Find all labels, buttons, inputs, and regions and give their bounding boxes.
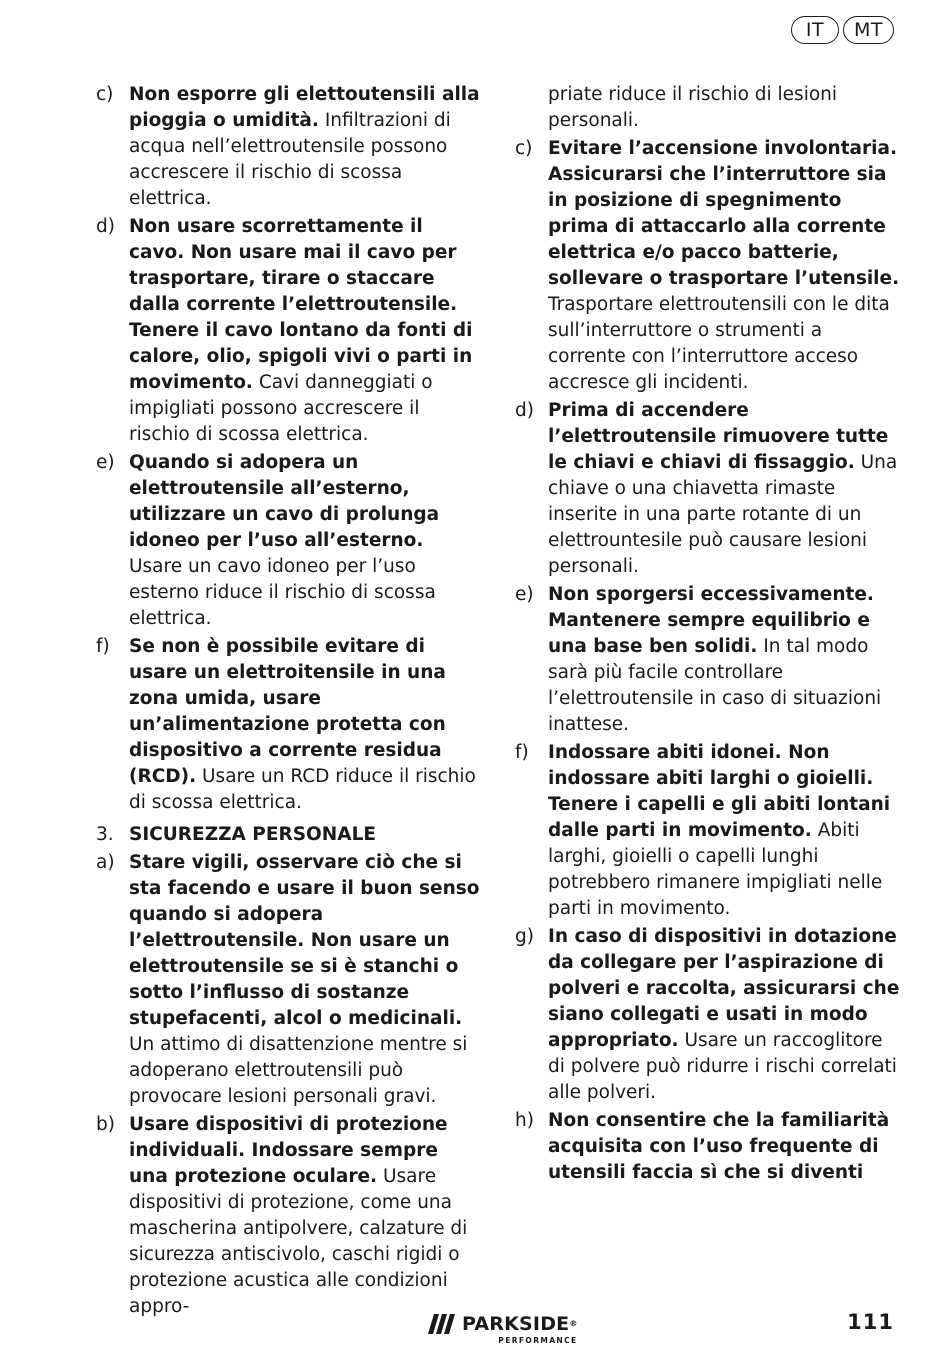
list-item-marker: d): [515, 400, 534, 421]
list-item-text: Una chiave o una chiavetta rimaste inserite in una parte rotante di un elettrountesile può causare lesioni personali.: [548, 452, 898, 577]
page-footer: [0, 1310, 950, 1350]
list-item-text: Trasportare elettroutensili con le dita sull’interruttore o strumenti a corrente con l’interruttore acceso accresce gli incidenti.: [548, 294, 890, 393]
list-item: [515, 136, 900, 396]
list-item: [515, 924, 900, 1106]
list-item-marker: f): [515, 742, 529, 763]
list-item: [515, 1108, 900, 1186]
list-item-marker: g): [515, 926, 534, 947]
list-item-bold-text: In caso di dispositivi in dotazione da collegare per l’aspirazione di polveri e raccolta, assicurarsi che siano collegati e usati in modo appropriato.: [548, 926, 900, 1051]
list-item-content: [129, 1112, 481, 1320]
list-item-marker: e): [96, 452, 115, 473]
list-item-bold-text: Indossare abiti idonei. Non indossare abiti larghi o gioielli. Tenere i capelli e gli abiti lontani dalle parti in movimento.: [548, 742, 891, 841]
list-item-text: Cavi danneggiati o impigliati possono accrescere il rischio di scossa elettrica.: [129, 372, 433, 445]
list-item: [515, 740, 900, 922]
list-item-marker: b): [96, 1114, 115, 1135]
list-item: [96, 214, 481, 448]
list-item-text: Usare un RCD riduce il rischio di scossa elettrica.: [129, 766, 476, 813]
list-item-bold-text: SICUREZZA PERSONALE: [129, 824, 376, 845]
list-item-bold-text: Non consentire che la familiarità acquisita con l’uso frequente di utensili faccia sì che si diventi: [548, 1110, 890, 1183]
list-item-bold-text: Non usare scorrettamente il cavo. Non usare mai il cavo per trasportare, tirare o staccare dalla corrente l’elettroutensile. Tenere il cavo lontano da fonti di calore, olio, spigoli vivi o parti in movimento.: [129, 216, 473, 393]
list-item-bold-text: Se non è possibile evitare di usare un elettroitensile in una zona umida, usare un’alimentazione protetta con dispositivo a corrente residua (RCD).: [129, 636, 446, 787]
list-item-bold-text: Evitare l’accensione involontaria. Assicurarsi che l’interruttore sia in posizione di spegnimento prima di attaccarlo alla corrente elettrica e/o pacco batterie, sollevare o trasportare l’utensile.: [548, 138, 900, 289]
list-item-content: [129, 822, 481, 848]
list-item-marker: e): [515, 584, 534, 605]
list-item-bold-text: Prima di accendere l’elettroutensile rimuovere tutte le chiavi e chiavi di fissaggio.: [548, 400, 889, 473]
language-badges: [791, 16, 894, 44]
list-item-marker: f): [96, 636, 110, 657]
list-item-bold-text: Non sporgersi eccessivamente. Mantenere sempre equilibrio e una base ben solidi.: [548, 584, 874, 657]
list-item: [515, 82, 900, 134]
list-item-marker: h): [515, 1110, 534, 1131]
list-item-text: Abiti larghi, gioielli o capelli lunghi potrebbero rimanere impigliati nelle parti in movimento.: [548, 820, 883, 919]
list-item-text: Usare un raccoglitore di polvere può ridurre i rischi correlati alle polveri.: [548, 1030, 897, 1103]
list-item-text: Usare dispositivi di protezione, come una mascherina antipolvere, calzature di sicurezza antiscivolo, caschi rigidi o protezione acustica alle condizioni appro-: [129, 1166, 468, 1317]
list-item-content: [548, 582, 900, 738]
list-item-marker: c): [515, 138, 533, 159]
parkside-logo: [428, 1314, 578, 1345]
brand-stripes-icon: [428, 1314, 456, 1334]
list-item-bold-text: Usare dispositivi di protezione individuali. Indossare sempre una protezione oculare.: [129, 1114, 448, 1187]
registered-mark: ®: [569, 1319, 578, 1328]
list-item-marker: d): [96, 216, 115, 237]
list-item: [96, 634, 481, 816]
list-item: [515, 398, 900, 580]
list-item-text: Infiltrazioni di acqua nell’elettroutensile possono accrescere il rischio di scossa elettrica.: [129, 110, 451, 209]
list-item-content: [548, 82, 900, 134]
list-item-marker: 3.: [96, 824, 114, 845]
list-item-content: [548, 398, 900, 580]
list-item-text: priate riduce il rischio di lesioni personali.: [548, 84, 838, 131]
language-badge-it: IT: [791, 16, 839, 44]
list-item-text: Usare un cavo idoneo per l’uso esterno riduce il rischio di scossa elettrica.: [129, 556, 436, 629]
section-heading: [96, 822, 481, 848]
list-item-content: [129, 214, 481, 448]
list-item: [96, 450, 481, 632]
left-column: [96, 82, 481, 1322]
list-item-content: [129, 82, 481, 212]
list-item-marker: c): [96, 84, 114, 105]
list-item: [96, 1112, 481, 1320]
list-item-text: Un attimo di disattenzione mentre si adoperano elettroutensili può provocare lesioni personali gravi.: [129, 1034, 468, 1107]
list-item-bold-text: Non esporre gli elettoutensili alla pioggia o umidità.: [129, 84, 480, 131]
list-item-text: In tal modo sarà più facile controllare l’elettroutensile in caso di situazioni inattese.: [548, 636, 882, 735]
list-item: [96, 850, 481, 1110]
list-item-content: [548, 1108, 900, 1186]
list-item: [515, 582, 900, 738]
list-item-marker: [515, 82, 548, 134]
list-item-content: [129, 450, 481, 632]
page-number: 111: [847, 1310, 894, 1334]
list-item-content: [548, 136, 900, 396]
brand-name: PARKSIDE®: [462, 1313, 578, 1335]
list-item-bold-text: Quando si adopera un elettroutensile all’esterno, utilizzare un cavo di prolunga idoneo per l’uso all’esterno.: [129, 452, 440, 551]
brand-subtitle: PERFORMANCE: [498, 1336, 578, 1345]
right-column: [515, 82, 900, 1188]
list-item-content: [548, 740, 900, 922]
list-item-content: [129, 850, 481, 1110]
language-badge-mt: MT: [843, 16, 894, 44]
list-item-content: [548, 924, 900, 1106]
list-item-marker: a): [96, 852, 115, 873]
list-item-bold-text: Stare vigili, osservare ciò che si sta facendo e usare il buon senso quando si adopera l’elettroutensile. Non usare un elettroutensile se si è stanchi o sotto l’influsso di sostanze stupefacenti, alcol o medicinali.: [129, 852, 480, 1029]
list-item-content: [129, 634, 481, 816]
list-item: [96, 82, 481, 212]
